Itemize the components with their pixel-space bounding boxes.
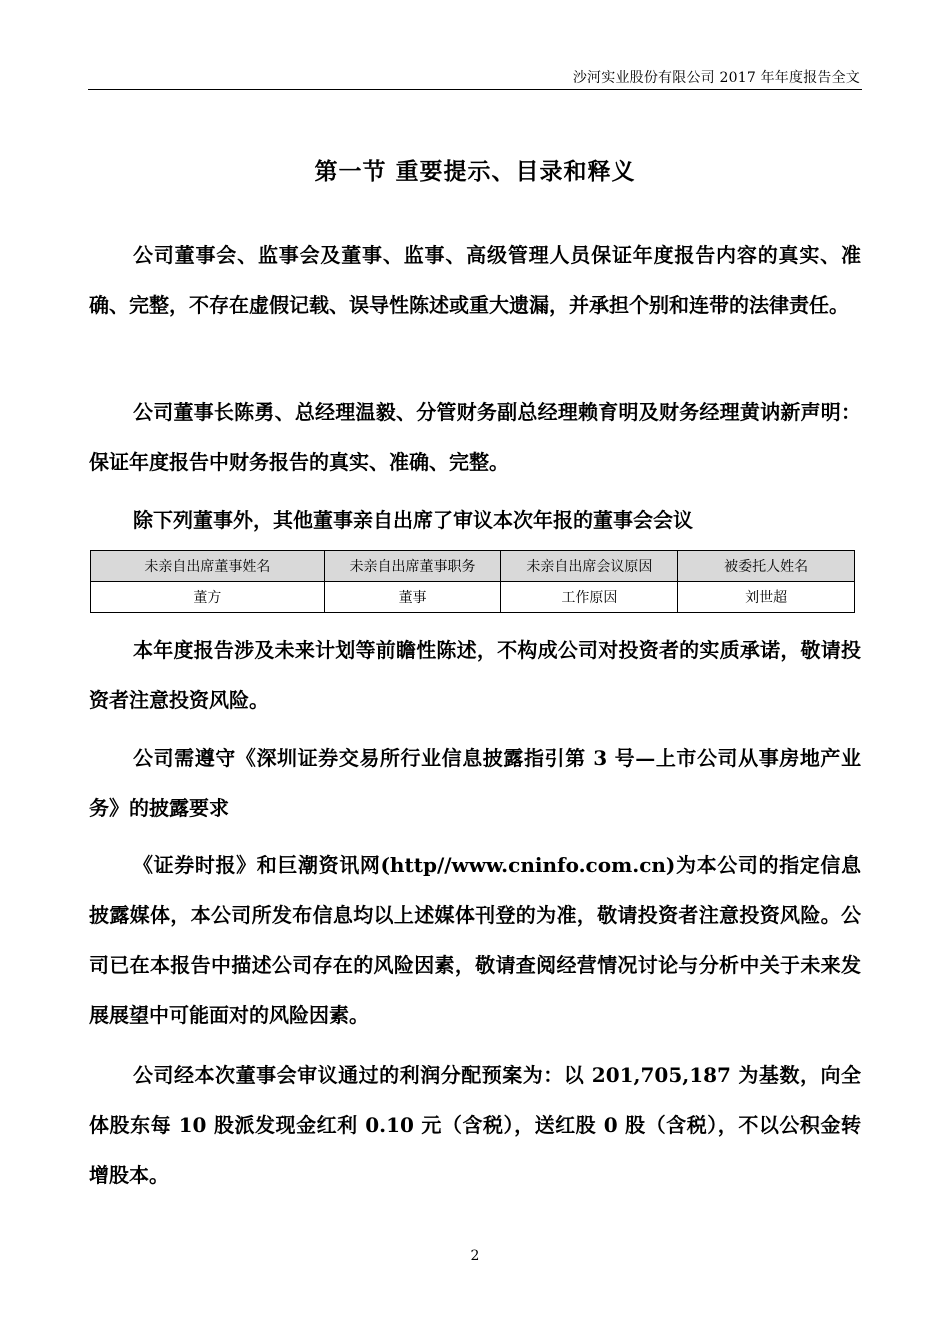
attendance-statement: 除下列董事外，其他董事亲自出席了审议本次年报的董事会会议 <box>133 508 693 532</box>
disclosure-media-statement: 《证券时报》和巨潮资讯网(http//www.cninfo.com.cn)为本公司的指定信息披露媒体，本公司所发布信息均以上述媒体刊登的为准，敬请投资者注意投资风险。公司已在本报告中描述公司存在的风险因素，敬请查阅经营情况讨论与分析中关于未来发展展望中可能面对的风险因素。 <box>89 853 861 1027</box>
header-divider <box>88 89 862 90</box>
table-header-row <box>91 551 855 582</box>
forward-looking-disclaimer: 本年度报告涉及未来计划等前瞻性陈述，不构成公司对投资者的实质承诺，敬请投资者注意投资风险。 <box>89 638 861 712</box>
table-cell: 董事 <box>324 582 501 613</box>
table-cell: 工作原因 <box>501 582 678 613</box>
financial-statement-declaration: 公司董事长陈勇、总经理温毅、分管财务副总经理赖育明及财务经理黄讷新声明：保证年度报告中财务报告的真实、准确、完整。 <box>89 400 861 474</box>
table-cell: 刘世超 <box>678 582 855 613</box>
responsibility-statement: 公司董事会、监事会及董事、监事、高级管理人员保证年度报告内容的真实、准确、完整，不存在虚假记载、误导性陈述或重大遗漏，并承担个别和连带的法律责任。 <box>89 243 861 317</box>
table-header-cell: 被委托人姓名 <box>678 551 855 582</box>
running-header: 沙河实业股份有限公司 2017 年年度报告全文 <box>572 70 860 86</box>
profit-distribution-plan: 公司经本次董事会审议通过的利润分配预案为：以 201,705,187 为基数，向全体股东每 10 股派发现金红利 0.10 元（含税），送红股 0 股（含税），不以公积金转增股本。 <box>89 1063 861 1187</box>
page-number: 2 <box>470 1248 480 1264</box>
disclosure-requirement: 公司需遵守《深圳证券交易所行业信息披露指引第 3 号—上市公司从事房地产业务》的披露要求 <box>89 746 861 820</box>
table-cell: 董方 <box>91 582 325 613</box>
table-header-cell: 未亲自出席董事职务 <box>324 551 501 582</box>
section-title: 第一节 重要提示、目录和释义 <box>314 158 636 185</box>
table-row <box>91 582 855 613</box>
absent-directors-table <box>90 550 855 613</box>
table-header-cell: 未亲自出席会议原因 <box>501 551 678 582</box>
table-header-cell: 未亲自出席董事姓名 <box>91 551 325 582</box>
